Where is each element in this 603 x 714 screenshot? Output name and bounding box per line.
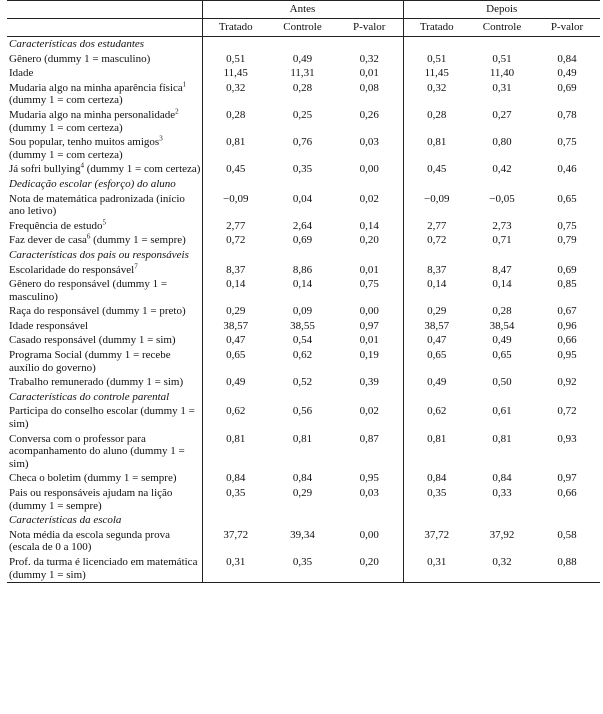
table-row xyxy=(7,52,600,67)
header-col-pvalor-depois: P-valor xyxy=(534,19,600,37)
variable-label-text: Gênero (dummy 1 = masculino) xyxy=(9,52,151,65)
variable-label xyxy=(7,162,202,177)
empty-cell xyxy=(470,513,534,528)
section-label: Características dos pais ou responsáveis xyxy=(7,248,202,263)
empty-cell xyxy=(403,37,470,52)
variable-label xyxy=(7,348,202,375)
variable-label-text: Programa Social (dummy 1 = recebe auxílio do governo) xyxy=(9,349,171,374)
cell-controle-antes: 0,29 xyxy=(292,487,313,499)
variable-label xyxy=(7,135,202,162)
cell-controle-depois: 0,50 xyxy=(492,376,512,389)
cell-controle-depois: 0,61 xyxy=(492,405,512,418)
cell-tratado-antes: 38,57 xyxy=(223,319,249,332)
cell-pvalor-depois: 0,58 xyxy=(557,528,577,541)
variable-label-text: Participa do conselho escolar (dummy 1 = sim) xyxy=(9,405,195,431)
cell-controle-antes: 0,14 xyxy=(292,278,313,291)
cell-pvalor-depois: 0,88 xyxy=(534,555,600,583)
variable-label xyxy=(7,555,202,583)
header-blank xyxy=(7,19,202,37)
cell-tratado-depois: 0,29 xyxy=(427,305,447,318)
empty-cell xyxy=(202,177,269,192)
cell-pvalor-depois: 0,65 xyxy=(557,192,577,205)
variable-label-text: Casado responsável (dummy 1 = sim) xyxy=(9,334,176,347)
table-row xyxy=(7,486,600,513)
cell-tratado-depois: 0,72 xyxy=(427,234,447,247)
cell-tratado-antes: 0,28 xyxy=(226,108,246,121)
cell-pvalor-antes: 0,00 xyxy=(336,304,403,319)
cell-tratado-antes: 8,37 xyxy=(226,263,246,276)
variable-label-suffix: (dummy 1 = com certeza) xyxy=(84,163,201,176)
cell-tratado-antes: 0,47 xyxy=(226,334,246,347)
empty-cell xyxy=(269,390,336,405)
empty-cell xyxy=(269,177,336,192)
cell-pvalor-antes: 0,97 xyxy=(336,319,403,334)
cell-tratado-depois: 0,81 xyxy=(427,432,447,445)
cell-tratado-antes: 0,65 xyxy=(226,349,246,362)
cell-tratado-depois: 0,45 xyxy=(427,163,447,176)
table-row xyxy=(7,233,600,248)
section-label: Dedicação escolar (esforço) do aluno xyxy=(7,177,202,192)
cell-pvalor-antes: 0,01 xyxy=(336,263,403,278)
cell-pvalor-antes: 0,01 xyxy=(336,66,403,81)
cell-pvalor-antes: 0,26 xyxy=(336,108,403,135)
table-row xyxy=(7,192,600,219)
cell-pvalor-depois: 0,97 xyxy=(557,472,577,485)
variable-label-text: Pais ou responsáveis ajudam na lição (dummy 1 = sempre) xyxy=(9,487,173,512)
variable-label-text: Já sofri bullying xyxy=(9,163,81,176)
cell-controle-depois: 0,27 xyxy=(492,108,512,121)
empty-cell xyxy=(202,37,269,52)
variable-label xyxy=(7,432,202,472)
cell-controle-antes: 0,04 xyxy=(292,192,313,205)
cell-pvalor-depois: 0,85 xyxy=(557,278,577,291)
table-row xyxy=(7,333,600,348)
table-row xyxy=(7,219,600,234)
empty-cell xyxy=(269,513,336,528)
cell-pvalor-depois: 0,66 xyxy=(557,334,577,347)
cell-controle-depois: 0,80 xyxy=(492,136,512,149)
cell-controle-depois: 0,84 xyxy=(492,472,512,485)
table-row xyxy=(7,404,600,431)
variable-label-text: Idade xyxy=(9,67,34,80)
cell-pvalor-antes: 0,20 xyxy=(336,555,403,583)
cell-controle-antes: 0,84 xyxy=(292,472,313,485)
section-label: Características do controle parental xyxy=(7,390,202,405)
cell-tratado-depois: 0,35 xyxy=(427,487,447,499)
cell-controle-depois: 2,73 xyxy=(492,219,512,232)
table-row xyxy=(7,135,600,162)
variable-label xyxy=(7,108,202,135)
cell-pvalor-depois: 0,69 xyxy=(557,81,577,94)
cell-controle-antes: 0,54 xyxy=(292,334,313,347)
table-row xyxy=(7,528,600,555)
cell-pvalor-depois: 0,75 xyxy=(557,136,577,149)
section-header-row xyxy=(7,513,600,528)
variable-label xyxy=(7,233,202,248)
cell-controle-depois: 0,49 xyxy=(492,334,512,347)
cell-controle-antes: 0,81 xyxy=(292,432,313,445)
cell-controle-antes: 0,56 xyxy=(292,405,313,418)
cell-tratado-antes: 0,31 xyxy=(202,555,269,583)
footnote-marker: 3 xyxy=(159,134,163,143)
cell-pvalor-depois: 0,78 xyxy=(557,108,577,121)
table-row xyxy=(7,304,600,319)
cell-tratado-antes: 0,81 xyxy=(226,136,246,149)
cell-tratado-depois: 0,65 xyxy=(427,349,447,362)
section-label: Características da escola xyxy=(7,513,202,528)
cell-tratado-depois: 0,81 xyxy=(427,136,447,149)
empty-cell xyxy=(403,390,470,405)
cell-controle-depois: 0,32 xyxy=(470,555,534,583)
variable-label-text: Nota de matemática padronizada (início ano letivo) xyxy=(9,192,185,218)
header-col-pvalor-antes: P-valor xyxy=(336,19,403,37)
cell-tratado-depois: 37,72 xyxy=(424,528,450,541)
cell-tratado-antes: 0,35 xyxy=(226,487,246,499)
cell-pvalor-antes: 0,02 xyxy=(336,192,403,219)
cell-pvalor-depois: 0,72 xyxy=(557,405,577,418)
empty-cell xyxy=(202,513,269,528)
cell-tratado-antes: 0,49 xyxy=(226,376,246,389)
cell-tratado-antes: 0,45 xyxy=(226,163,246,176)
cell-pvalor-antes: 0,87 xyxy=(336,432,403,472)
table-row xyxy=(7,375,600,390)
header-col-controle-antes: Controle xyxy=(269,19,336,37)
cell-controle-antes: 0,09 xyxy=(292,305,313,318)
cell-tratado-depois: 0,31 xyxy=(403,555,470,583)
variable-label-suffix: (dummy 1 = com certeza) xyxy=(9,94,123,107)
header-col-tratado-antes: Tratado xyxy=(202,19,269,37)
cell-controle-depois: 37,92 xyxy=(489,528,515,541)
section-header-row xyxy=(7,177,600,192)
footnote-marker: 4 xyxy=(80,161,84,170)
footnote-marker: 6 xyxy=(86,232,91,241)
cell-pvalor-depois: 0,49 xyxy=(557,67,577,80)
variable-label xyxy=(7,263,202,278)
cell-tratado-antes: 0,32 xyxy=(226,81,246,94)
cell-tratado-antes: 0,62 xyxy=(226,405,246,418)
table-row xyxy=(7,348,600,375)
section-header-row xyxy=(7,248,600,263)
cell-pvalor-antes: 0,00 xyxy=(336,528,403,555)
header-col-controle-depois: Controle xyxy=(470,19,534,37)
table-row xyxy=(7,319,600,334)
cell-tratado-depois: 2,77 xyxy=(427,219,447,232)
variable-label-text: Prof. da turma é licenciado em matemática (dummy 1 = sim) xyxy=(9,555,198,581)
variable-label-text: Nota média da escola segunda prova (escala de 0 a 100) xyxy=(9,528,170,554)
cell-pvalor-antes: 0,08 xyxy=(336,81,403,108)
footnote-marker: 7 xyxy=(134,261,138,270)
variable-label xyxy=(7,192,202,219)
cell-controle-depois: 0,31 xyxy=(492,81,512,94)
empty-cell xyxy=(534,177,600,192)
table-row xyxy=(7,432,600,472)
variable-label xyxy=(7,486,202,513)
cell-tratado-depois: 38,57 xyxy=(424,319,450,332)
cell-tratado-antes: −0,09 xyxy=(223,192,249,205)
variable-label-text: Sou popular, tenho muitos amigos xyxy=(9,136,160,149)
cell-tratado-antes: 0,81 xyxy=(226,432,246,445)
cell-pvalor-antes: 0,03 xyxy=(336,135,403,162)
footnote-marker: 2 xyxy=(175,107,179,116)
cell-controle-depois: 38,54 xyxy=(489,319,515,332)
cell-pvalor-depois: 0,93 xyxy=(557,432,577,445)
cell-tratado-antes: 0,84 xyxy=(226,472,246,485)
cell-tratado-depois: 0,14 xyxy=(427,278,447,291)
table-row xyxy=(7,555,600,583)
variable-label xyxy=(7,333,202,348)
header-group-depois: Depois xyxy=(403,1,600,19)
cell-controle-depois: 0,14 xyxy=(492,278,512,291)
footnote-marker: 5 xyxy=(102,218,106,227)
cell-pvalor-antes: 0,19 xyxy=(336,348,403,375)
cell-pvalor-depois: 0,96 xyxy=(557,319,577,332)
variable-label xyxy=(7,304,202,319)
cell-controle-antes: 0,52 xyxy=(292,376,313,389)
variable-label xyxy=(7,277,202,304)
cell-controle-antes: 11,31 xyxy=(290,67,315,80)
cell-pvalor-depois: 0,46 xyxy=(557,163,577,176)
cell-tratado-depois: −0,09 xyxy=(424,192,450,205)
variable-label xyxy=(7,52,202,67)
cell-tratado-depois: 11,45 xyxy=(424,67,449,80)
empty-cell xyxy=(269,248,336,263)
cell-pvalor-depois: 0,79 xyxy=(557,234,577,247)
empty-cell xyxy=(534,37,600,52)
footnote-marker: 1 xyxy=(182,80,187,89)
table-row xyxy=(7,81,600,108)
empty-cell xyxy=(470,248,534,263)
cell-pvalor-antes: 0,02 xyxy=(336,404,403,431)
cell-pvalor-antes: 0,95 xyxy=(336,471,403,486)
empty-cell xyxy=(470,390,534,405)
cell-controle-antes: 0,35 xyxy=(269,555,336,583)
table-row xyxy=(7,162,600,177)
cell-tratado-depois: 8,37 xyxy=(427,263,447,276)
variable-label-text: Frequência de estudo xyxy=(9,219,103,232)
cell-tratado-antes: 0,29 xyxy=(226,305,246,318)
empty-cell xyxy=(534,513,600,528)
section-header-row xyxy=(7,390,600,405)
empty-cell xyxy=(336,513,403,528)
cell-controle-antes: 0,28 xyxy=(292,81,313,94)
variable-label xyxy=(7,319,202,334)
variable-label xyxy=(7,528,202,555)
cell-controle-antes: 8,86 xyxy=(292,263,313,276)
cell-controle-depois: 11,40 xyxy=(489,67,515,80)
variable-label xyxy=(7,375,202,390)
cell-pvalor-antes: 0,39 xyxy=(336,375,403,390)
cell-pvalor-depois: 0,92 xyxy=(557,376,577,389)
cell-tratado-antes: 37,72 xyxy=(223,528,249,541)
cell-pvalor-depois: 0,84 xyxy=(557,52,577,65)
table-row xyxy=(7,471,600,486)
cell-controle-depois: 0,42 xyxy=(492,163,512,176)
cell-controle-depois: 0,28 xyxy=(492,305,512,318)
cell-pvalor-antes: 0,00 xyxy=(336,162,403,177)
cell-pvalor-depois: 0,66 xyxy=(557,487,577,499)
empty-cell xyxy=(403,248,470,263)
empty-cell xyxy=(534,390,600,405)
variable-label-suffix: (dummy 1 = sempre) xyxy=(90,234,186,247)
empty-cell xyxy=(202,248,269,263)
cell-controle-depois: 0,71 xyxy=(492,234,512,247)
cell-controle-depois: 0,33 xyxy=(492,487,512,499)
cell-controle-depois: 0,51 xyxy=(492,52,512,65)
variable-label-text: Faz dever de casa xyxy=(9,234,87,247)
cell-tratado-depois: 0,28 xyxy=(427,108,447,121)
cell-controle-depois: 0,65 xyxy=(492,349,512,362)
cell-tratado-depois: 0,32 xyxy=(427,81,447,94)
cell-pvalor-depois: 0,67 xyxy=(557,305,577,318)
header-group-row xyxy=(7,1,600,19)
header-blank xyxy=(7,1,202,19)
cell-controle-antes: 2,64 xyxy=(292,219,313,232)
variable-label-text: Idade responsável xyxy=(9,319,89,332)
table-row xyxy=(7,277,600,304)
empty-cell xyxy=(336,37,403,52)
header-column-row xyxy=(7,19,600,37)
variable-label xyxy=(7,81,202,108)
cell-pvalor-depois: 0,95 xyxy=(557,349,577,362)
variable-label-text: Raça do responsável (dummy 1 = preto) xyxy=(9,305,186,318)
empty-cell xyxy=(336,390,403,405)
variable-label xyxy=(7,471,202,486)
cell-controle-antes: 0,25 xyxy=(292,108,313,121)
section-label: Características dos estudantes xyxy=(7,37,202,52)
variable-label xyxy=(7,66,202,81)
empty-cell xyxy=(534,248,600,263)
empty-cell xyxy=(403,513,470,528)
empty-cell xyxy=(336,248,403,263)
cell-controle-antes: 0,35 xyxy=(292,163,313,176)
cell-pvalor-antes: 0,75 xyxy=(336,277,403,304)
section-header-row xyxy=(7,37,600,52)
cell-controle-antes: 38,55 xyxy=(290,319,315,332)
variable-label xyxy=(7,219,202,234)
cell-tratado-antes: 11,45 xyxy=(223,67,248,80)
cell-controle-antes: 0,69 xyxy=(292,234,313,247)
empty-cell xyxy=(470,177,534,192)
cell-pvalor-antes: 0,14 xyxy=(336,219,403,234)
cell-pvalor-depois: 0,75 xyxy=(557,219,577,232)
cell-tratado-antes: 0,14 xyxy=(226,278,246,291)
cell-pvalor-antes: 0,32 xyxy=(336,52,403,67)
empty-cell xyxy=(269,37,336,52)
table-row xyxy=(7,66,600,81)
table-row xyxy=(7,263,600,278)
cell-tratado-depois: 0,47 xyxy=(427,334,447,347)
variable-label xyxy=(7,404,202,431)
balance-table xyxy=(7,0,600,583)
cell-controle-antes: 0,76 xyxy=(292,136,313,149)
cell-pvalor-depois: 0,69 xyxy=(557,263,577,276)
empty-cell xyxy=(202,390,269,405)
cell-pvalor-antes: 0,20 xyxy=(336,233,403,248)
variable-label-suffix: (dummy 1 = com certeza) xyxy=(9,121,123,134)
empty-cell xyxy=(336,177,403,192)
variable-label-text: Checa o boletim (dummy 1 = sempre) xyxy=(9,472,177,485)
variable-label-suffix: (dummy 1 = com certeza) xyxy=(9,148,123,161)
cell-controle-antes: 0,49 xyxy=(292,52,313,65)
cell-tratado-depois: 0,62 xyxy=(427,405,447,418)
variable-label-text: Conversa com o professor para acompanhamento do aluno (dummy 1 = sim) xyxy=(9,432,185,470)
variable-label-text: Escolaridade do responsável xyxy=(9,263,135,276)
variable-label-text: Trabalho remunerado (dummy 1 = sim) xyxy=(9,376,184,389)
variable-label-text: Gênero do responsável (dummy 1 = masculino) xyxy=(9,278,168,303)
cell-controle-depois: 8,47 xyxy=(492,263,512,276)
cell-pvalor-antes: 0,03 xyxy=(336,486,403,513)
cell-tratado-antes: 0,51 xyxy=(226,52,246,65)
cell-controle-depois: −0,05 xyxy=(489,192,515,205)
header-group-antes: Antes xyxy=(202,1,403,19)
cell-controle-depois: 0,81 xyxy=(492,432,512,445)
cell-tratado-antes: 2,77 xyxy=(226,219,246,232)
table-row xyxy=(7,108,600,135)
cell-tratado-depois: 0,84 xyxy=(427,472,447,485)
cell-tratado-antes: 0,72 xyxy=(226,234,246,247)
table-body xyxy=(7,37,600,583)
cell-pvalor-antes: 0,01 xyxy=(336,333,403,348)
variable-label-text: Mudaria algo na minha personalidade xyxy=(9,108,176,121)
cell-controle-antes: 0,62 xyxy=(292,349,313,362)
cell-tratado-depois: 0,49 xyxy=(427,376,447,389)
empty-cell xyxy=(403,177,470,192)
empty-cell xyxy=(470,37,534,52)
variable-label-text: Mudaria algo na minha aparência física xyxy=(9,81,183,94)
cell-controle-antes: 39,34 xyxy=(290,528,315,541)
cell-tratado-depois: 0,51 xyxy=(427,52,447,65)
header-col-tratado-depois: Tratado xyxy=(403,19,470,37)
